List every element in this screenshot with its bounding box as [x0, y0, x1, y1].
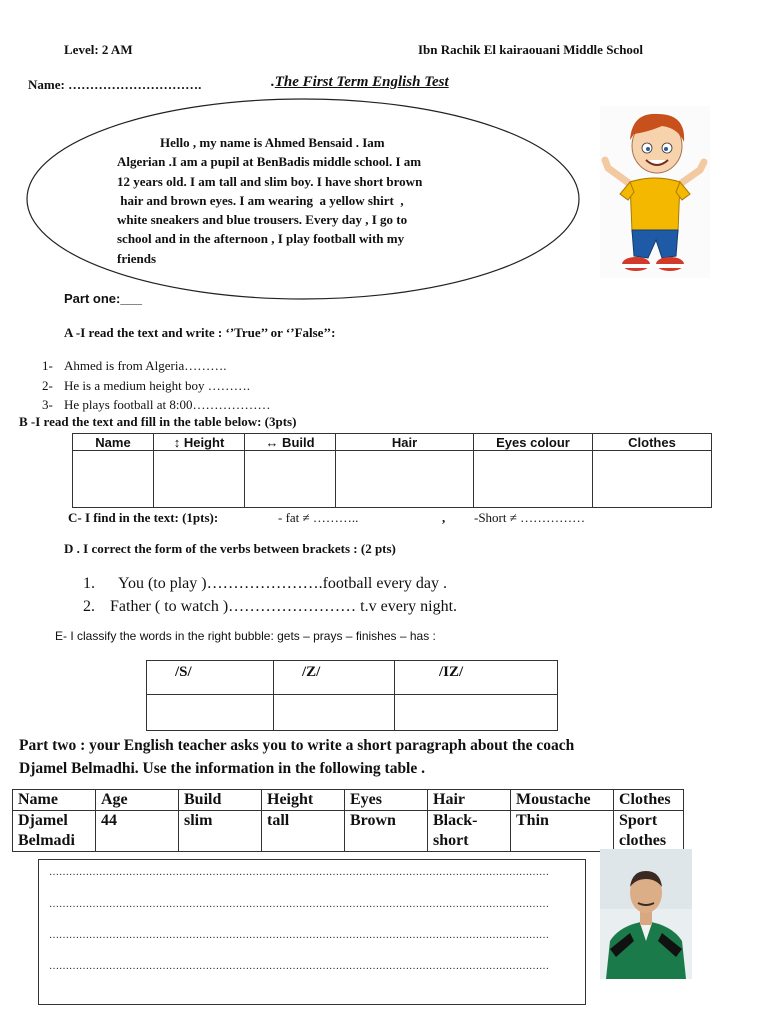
table-header: ↔ Build: [245, 434, 336, 451]
section-b-title: B -I read the text and fill in the table below: (3pts): [19, 414, 297, 429]
coach-info-table: [12, 789, 684, 852]
level-label: Level: 2 AM: [64, 42, 133, 57]
writing-line[interactable]: ……………………………………………………………………………………………………………………………………: [49, 899, 549, 910]
answer-cell[interactable]: [593, 451, 712, 508]
table-header: ↕ Height: [154, 434, 245, 451]
table-header: Hair: [428, 790, 511, 811]
list-item: 1- Ahmed is from Algeria……….: [42, 358, 227, 373]
reading-line: white sneakers and blue trousers. Every day , I go to: [117, 212, 408, 228]
sound-s-header: /S/: [147, 661, 274, 695]
test-title: [271, 74, 449, 91]
part-two-line: Djamel Belmadhi. Use the information in the following table .: [19, 760, 425, 777]
list-item: 2. Father ( to watch )…………………… t.v every night.: [83, 598, 458, 615]
table-header: Eyes colour: [474, 434, 593, 451]
sound-z-header: /Z/: [274, 661, 395, 695]
table-cell: Black-short: [428, 811, 511, 852]
reading-line: school and in the afternoon , I play football with my: [117, 231, 405, 247]
table-cell: Sport clothes: [614, 811, 684, 852]
writing-line[interactable]: ……………………………………………………………………………………………………………………………………: [49, 961, 549, 972]
section-a-list: [42, 356, 271, 415]
section-d-list: [83, 572, 457, 618]
writing-line[interactable]: ……………………………………………………………………………………………………………………………………: [49, 867, 549, 878]
answer-cell[interactable]: [395, 695, 558, 731]
part-two-instructions: [19, 734, 574, 780]
part-two-line: Part two : your English teacher asks you to write a short paragraph about the coach: [19, 737, 575, 754]
table-header: Hair: [336, 434, 474, 451]
list-item: 1. You (to play )………………….football every day .: [83, 575, 447, 592]
table-cell: 44: [96, 811, 179, 852]
name-field-label: Name: ………………………….: [28, 77, 202, 92]
writing-box[interactable]: [38, 859, 586, 1005]
table-header: Age: [96, 790, 179, 811]
coach-photo: [600, 849, 692, 979]
sounds-table: [146, 660, 558, 731]
sound-iz-header: /IZ/: [395, 661, 558, 695]
table-cell: Thin: [511, 811, 614, 852]
table-header: Build: [179, 790, 262, 811]
list-item: 3- He plays football at 8:00………………: [42, 397, 271, 412]
answer-cell[interactable]: [474, 451, 593, 508]
reading-line: Hello , my name is Ahmed Bensaid . Iam: [160, 135, 385, 150]
table-header: Height: [262, 790, 345, 811]
reading-line: friends: [117, 250, 156, 266]
answer-cell[interactable]: [274, 695, 395, 731]
section-a-title: A -I read the text and write : ‘’True’’ or ‘’False’’:: [64, 325, 336, 340]
title-text: The First Term English Test: [274, 74, 449, 90]
reading-text: [117, 133, 497, 268]
table-header: Moustache: [511, 790, 614, 811]
antonym-short: -Short ≠ ……………: [474, 510, 586, 525]
table-header: Name: [73, 434, 154, 451]
table-cell: slim: [179, 811, 262, 852]
section-c-title: C- I find in the text: (1pts):: [68, 510, 219, 525]
school-name: Ibn Rachik El kairaouani Middle School: [418, 42, 644, 57]
section-d-title: D . I correct the form of the verbs between brackets : (2 pts): [64, 541, 396, 556]
table-header: Name: [13, 790, 96, 811]
table-header: Clothes: [614, 790, 684, 811]
part-one-heading: Part one:___: [64, 291, 143, 306]
writing-line[interactable]: ……………………………………………………………………………………………………………………………………: [49, 930, 549, 941]
cartoon-boy-image: [600, 106, 710, 278]
antonym-fat: - fat ≠ ………..: [278, 510, 359, 525]
answer-cell[interactable]: [147, 695, 274, 731]
table-cell: Brown: [345, 811, 428, 852]
table-header: Eyes: [345, 790, 428, 811]
table-cell: tall: [262, 811, 345, 852]
reading-line: 12 years old. I am tall and slim boy. I have short brown: [117, 173, 423, 189]
reading-line: Algerian .I am a pupil at BenBadis middle school. I am: [117, 154, 422, 170]
description-table: [72, 433, 712, 508]
answer-cell[interactable]: [154, 451, 245, 508]
section-e-title: E- I classify the words in the right bubble: gets – prays – finishes – has :: [55, 629, 436, 643]
table-cell: Djamel Belmadi: [13, 811, 96, 852]
answer-cell[interactable]: [73, 451, 154, 508]
comma: ,: [442, 510, 446, 525]
answer-cell[interactable]: [336, 451, 474, 508]
table-header: Clothes: [593, 434, 712, 451]
reading-line: hair and brown eyes. I am wearing a yellow shirt ,: [117, 192, 404, 208]
list-item: 2- He is a medium height boy ……….: [42, 377, 250, 393]
answer-cell[interactable]: [245, 451, 336, 508]
title-dot: .: [271, 74, 275, 90]
